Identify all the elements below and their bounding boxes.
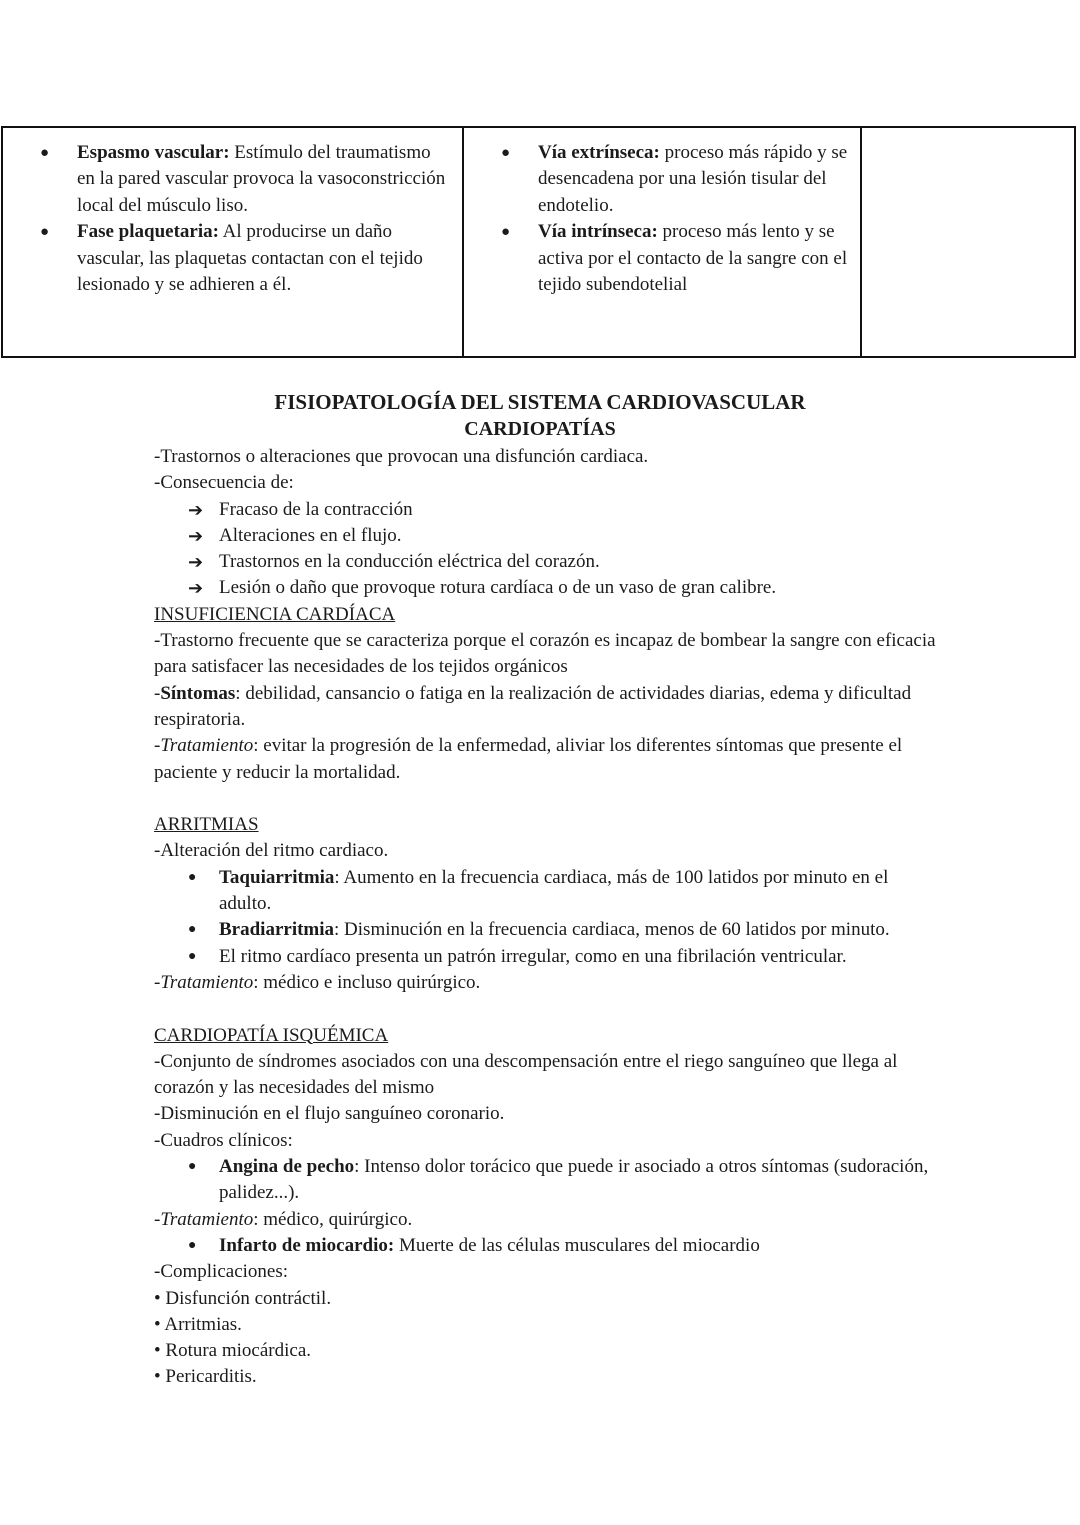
cardiopatias-def: -Trastornos o alteraciones que provocan una disfunción cardiaca. <box>154 446 649 467</box>
list-item <box>219 1233 944 1259</box>
term: Vía extrínseca: <box>538 142 660 163</box>
term: Fase plaquetaria: <box>77 221 219 243</box>
prefix: - <box>154 735 161 757</box>
prefix: - <box>154 1208 161 1230</box>
consecuencias-list <box>154 497 944 602</box>
list-item <box>219 944 944 970</box>
list-item: ➔ Lesión o daño que provoque rotura cardíaca o de un vaso de gran calibre. <box>219 575 944 601</box>
list-item <box>77 219 452 298</box>
term-text: proceso más rápido y se desencadena por una lesión tisular del endotelio. <box>538 142 848 216</box>
section-heading-arritmias: ARRITMIAS <box>154 814 259 836</box>
term: Infarto de miocardio: <box>219 1234 395 1256</box>
arritmias-def: -Alteración del ritmo cardiaco. <box>154 840 389 862</box>
tratamiento-label: Tratamiento <box>160 1208 254 1230</box>
term-text: : Disminución en la frecuencia cardiaca, menos de 60 latidos por minuto. <box>334 919 890 941</box>
term-text: Muerte de las células musculares del miocardio <box>394 1234 760 1256</box>
list-item <box>219 865 944 918</box>
table-list <box>504 140 850 298</box>
page-title: FISIOPATOLOGÍA DEL SISTEMA CARDIOVASCULAR <box>274 390 806 414</box>
tratamiento-label: Tratamiento <box>160 971 254 993</box>
list-item <box>77 140 452 219</box>
prefix: - <box>154 682 161 704</box>
complicacion-item: • Pericarditis. <box>154 1366 257 1388</box>
document-body <box>154 444 944 1391</box>
list-item <box>538 219 850 298</box>
term: Vía intrínseca: <box>538 221 658 243</box>
spacer <box>154 786 944 812</box>
section-heading-isquemica: CARDIOPATÍA ISQUÉMICA <box>154 1024 389 1046</box>
complicacion-item: • Disfunción contráctil. <box>154 1287 332 1309</box>
term: Taquiarritmia <box>219 866 335 888</box>
list-item: ➔ Alteraciones en el flujo. <box>219 523 944 549</box>
term: Espasmo vascular: <box>77 142 230 163</box>
cuadros-list <box>154 1154 944 1207</box>
infarto-list <box>154 1233 944 1259</box>
arritmias-tratamiento <box>154 970 944 996</box>
list-item <box>538 140 850 219</box>
section-heading-insuficiencia: INSUFICIENCIA CARDÍACA <box>154 603 396 625</box>
tratamiento-text: : evitar la progresión de la enfermedad, aliviar los diferentes síntomas que presente el paciente y reducir la mortalidad. <box>154 735 903 783</box>
tratamiento-label: Tratamiento <box>160 735 254 757</box>
term-text: Al producirse un daño vascular, las plaquetas contactan con el tejido lesionado y se adhieren a él. <box>77 221 423 296</box>
prefix: - <box>154 971 161 993</box>
term: Angina de pecho <box>219 1156 355 1178</box>
isquemica-def1: -Conjunto de síndromes asociados con una descompensación entre el riego sanguíneo que llega al corazón y las necesidades del mismo <box>154 1050 898 1099</box>
consecuencia-label: -Consecuencia de: <box>154 472 294 494</box>
complicacion-item: • Rotura miocárdica. <box>154 1340 312 1362</box>
term-text: : Aumento en la frecuencia cardiaca, más de 100 latidos por minuto en el adulto. <box>219 866 889 915</box>
tratamiento-text: : médico, quirúrgico. <box>253 1208 413 1230</box>
table-list <box>43 140 452 298</box>
term-text: proceso más lento y se activa por el contacto de la sangre con el tejido subendotelial <box>538 221 848 296</box>
list-item: ➔ Fracaso de la contracción <box>219 497 944 523</box>
term-text: El ritmo cardíaco presenta un patrón irregular, como en una fibrilación ventricular. <box>219 945 847 967</box>
spacer <box>154 996 944 1022</box>
page-subtitle: CARDIOPATÍAS <box>464 418 616 440</box>
term-text: : Intenso dolor torácico que puede ir asociado a otros síntomas (sudoración, palidez...). <box>219 1156 929 1204</box>
list-item: ➔ Trastornos en la conducción eléctrica del corazón. <box>219 549 944 575</box>
term-text: Estímulo del traumatismo en la pared vascular provoca la vasoconstricción local del músculo liso. <box>77 142 446 216</box>
insuficiencia-def: -Trastorno frecuente que se caracteriza porque el corazón es incapaz de bombear la sangre con eficacia para satisfacer las necesidades de los tejidos orgánicos <box>154 630 936 678</box>
term: Bradiarritmia <box>219 919 335 941</box>
list-item <box>219 917 944 943</box>
insuficiencia-sintomas <box>154 681 944 734</box>
isquemica-def2: -Disminución en el flujo sanguíneo coronario. <box>154 1103 505 1125</box>
arritmias-list <box>154 865 944 970</box>
list-item <box>219 1154 944 1207</box>
complicaciones-label: -Complicaciones: <box>154 1261 289 1283</box>
tratamiento-text: : médico e incluso quirúrgico. <box>253 971 481 993</box>
table-cell-hemostasia <box>2 127 463 357</box>
cuadros-label: -Cuadros clínicos: <box>154 1129 293 1151</box>
insuficiencia-tratamiento <box>154 733 944 786</box>
isquemica-tratamiento <box>154 1207 944 1233</box>
complicacion-item: • Arritmias. <box>154 1313 242 1335</box>
sintomas-text: : debilidad, cansancio o fatiga en la realización de actividades diarias, edema y dificultad respiratoria. <box>154 682 912 730</box>
table-cell-empty <box>861 127 1075 357</box>
summary-table <box>1 126 1076 358</box>
table-cell-coagulacion <box>463 127 861 357</box>
sintomas-label: Síntomas <box>160 682 236 704</box>
